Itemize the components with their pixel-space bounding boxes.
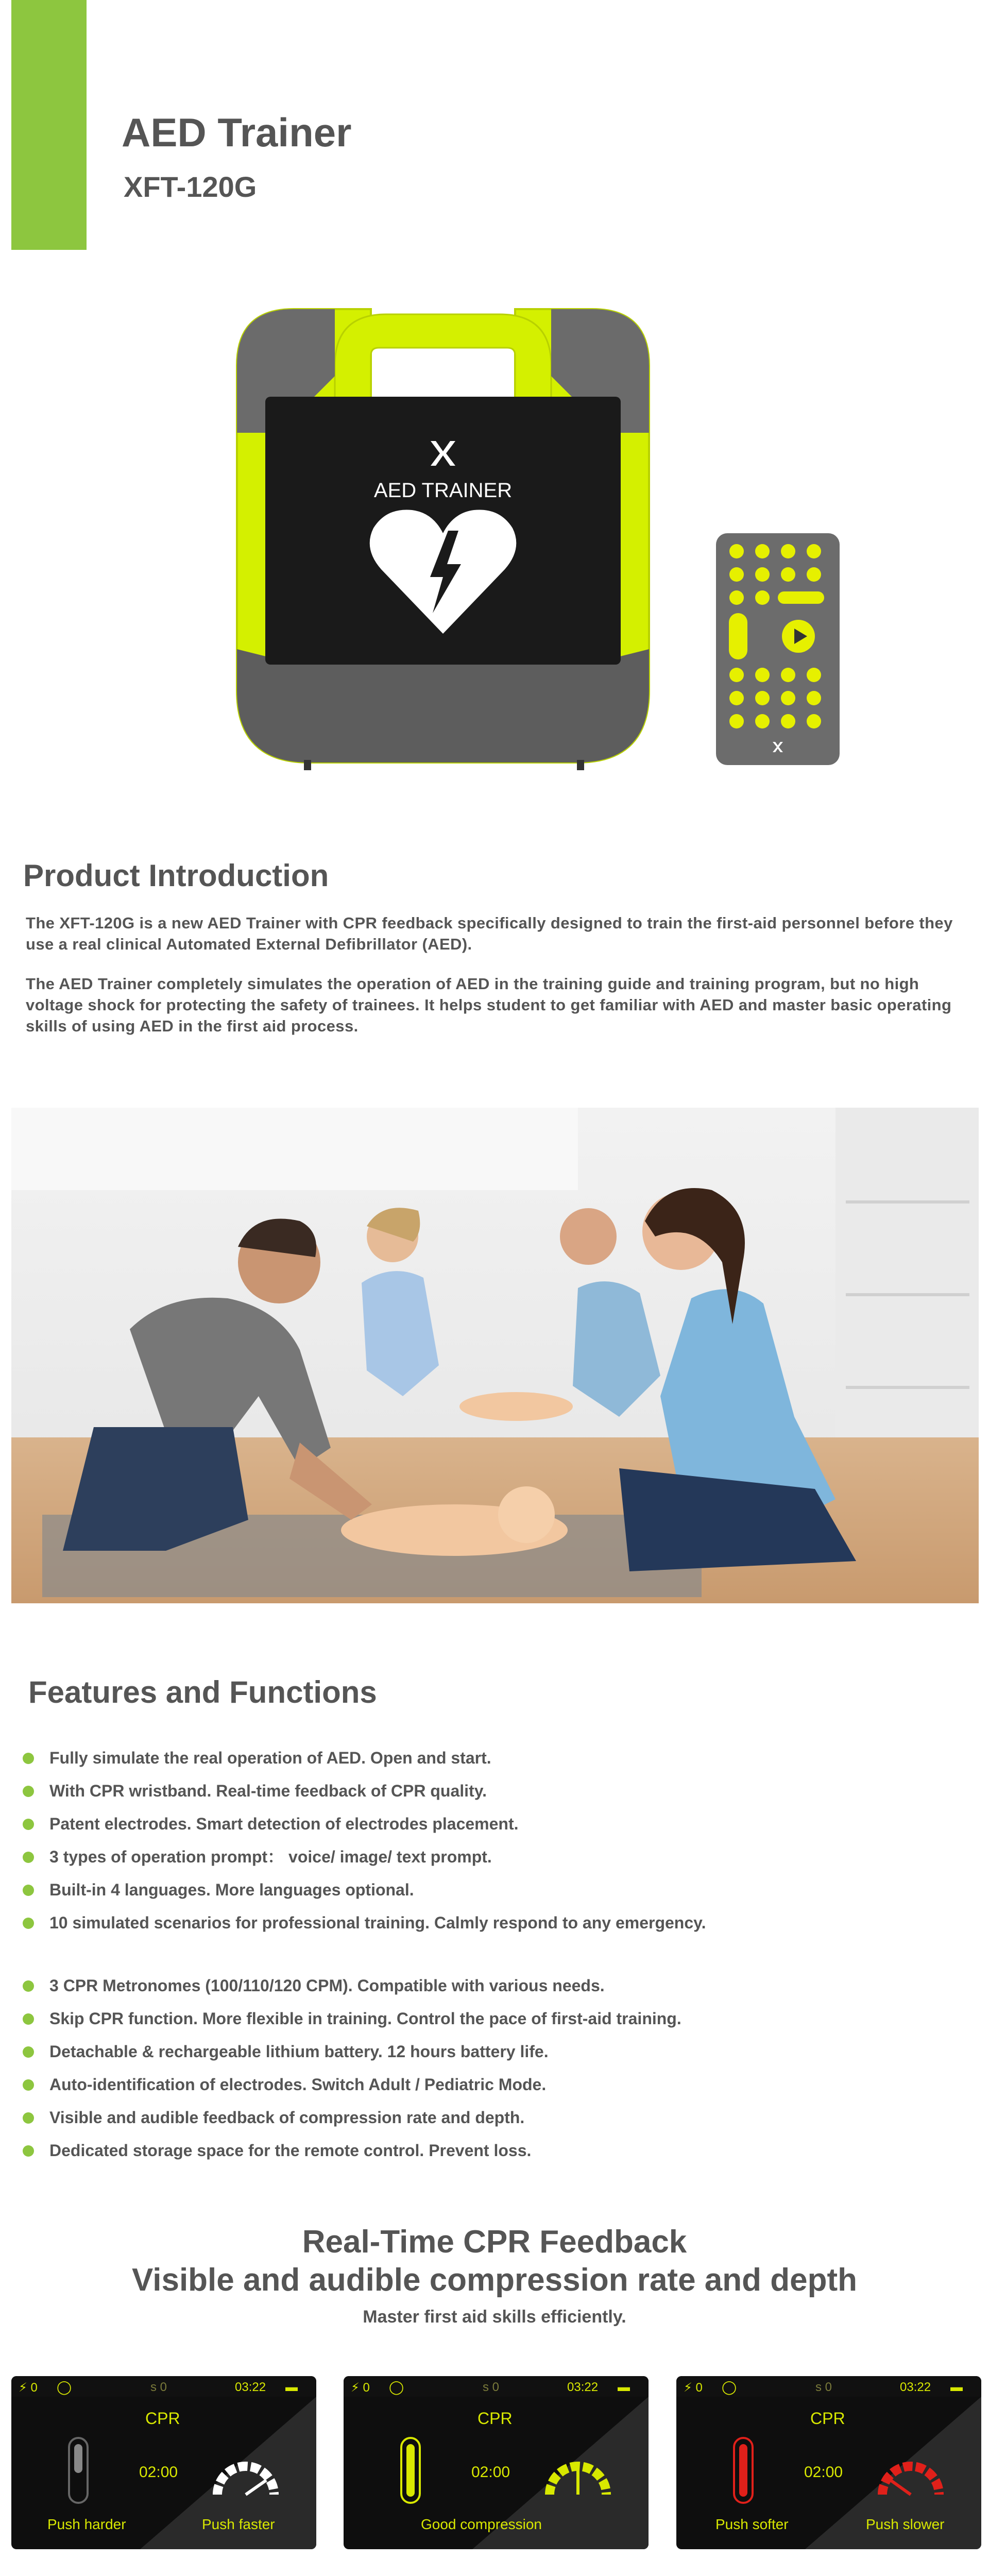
depth-bar bbox=[400, 2437, 421, 2504]
timer-icon: ◯ bbox=[57, 2379, 72, 2395]
bullet-dot bbox=[23, 1819, 34, 1830]
cpr-training-photo bbox=[11, 1108, 979, 1603]
bullet-dot bbox=[23, 1885, 34, 1896]
list-item: 3 types of operation prompt： voice/ image/ text prompt. bbox=[21, 1840, 948, 1873]
feedback-left-text: Push harder bbox=[47, 2516, 126, 2532]
status-shock-count: s 0 bbox=[150, 2380, 167, 2394]
list-item: 3 CPR Metronomes (100/110/120 CPM). Compatible with various needs. bbox=[21, 1969, 948, 2002]
list-item: Skip CPR function. More flexible in training. Control the pace of first-aid training. bbox=[21, 2002, 948, 2035]
status-counter: ⚡ 0 bbox=[684, 2381, 703, 2395]
rate-gauge bbox=[542, 2448, 614, 2500]
list-item: Detachable & rechargeable lithium battery. 12 hours battery life. bbox=[21, 2035, 948, 2068]
timer-icon: ◯ bbox=[389, 2379, 404, 2395]
bullet-dot bbox=[23, 2079, 34, 2091]
bullet-dot bbox=[23, 2112, 34, 2124]
cpr-screen-push-softer bbox=[676, 2376, 981, 2549]
screen-timer: 02:00 bbox=[139, 2464, 178, 2481]
screen-label: CPR bbox=[145, 2409, 180, 2428]
depth-bar-fill bbox=[406, 2444, 415, 2497]
screen-timer: 02:00 bbox=[804, 2464, 843, 2481]
list-item: Built-in 4 languages. More languages optional. bbox=[21, 1873, 948, 1906]
feedback-right-text: Push slower bbox=[866, 2516, 945, 2532]
screen-label: CPR bbox=[810, 2409, 845, 2428]
features-list bbox=[21, 1741, 948, 2167]
battery-icon: ▬ bbox=[950, 2380, 963, 2394]
intro-paragraph-1: The XFT-120G is a new AED Trainer with CPR feedback specifically designed to train the first-aid personnel before they use a real clinical Automated External Defibrillator (AED). bbox=[26, 914, 953, 953]
aed-trainer-device bbox=[216, 299, 670, 773]
cpr-subtitle: Master first aid skills efficiently. bbox=[363, 2307, 626, 2327]
status-time: 03:22 bbox=[900, 2380, 931, 2394]
remote-control bbox=[713, 531, 842, 768]
feedback-left-text: Push softer bbox=[715, 2516, 789, 2532]
status-shock-count: s 0 bbox=[815, 2380, 832, 2394]
screen-label: CPR bbox=[478, 2409, 513, 2428]
cpr-screen-good-compression bbox=[344, 2376, 649, 2549]
intro-paragraph-2: The AED Trainer completely simulates the operation of AED in the training guide and training program, but no high voltage shock for protecting the safety of trainees. It helps student to get familiar with AED and master basic operating skills of using AED in the first aid process. bbox=[26, 975, 952, 1035]
timer-icon: ◯ bbox=[722, 2379, 737, 2395]
cpr-title-line1: Real-Time CPR Feedback bbox=[302, 2224, 687, 2260]
list-item: With CPR wristband. Real-time feedback of CPR quality. bbox=[21, 1774, 948, 1807]
list-item: Dedicated storage space for the remote control. Prevent loss. bbox=[21, 2134, 948, 2167]
depth-bar-fill bbox=[74, 2444, 82, 2473]
section-title-intro: Product Introduction bbox=[23, 858, 329, 893]
battery-icon: ▬ bbox=[285, 2380, 298, 2394]
feedback-left-text: Good compression bbox=[421, 2516, 542, 2532]
accent-bar bbox=[11, 0, 87, 250]
screen-timer: 02:00 bbox=[471, 2464, 510, 2481]
list-item: Patent electrodes. Smart detection of electrodes placement. bbox=[21, 1807, 948, 1840]
feedback-right-text: Push faster bbox=[202, 2516, 275, 2532]
bullet-dot bbox=[23, 2013, 34, 2025]
rate-gauge bbox=[875, 2448, 947, 2500]
status-time: 03:22 bbox=[235, 2380, 266, 2394]
bullet-dot bbox=[23, 1852, 34, 1863]
status-time: 03:22 bbox=[567, 2380, 599, 2394]
status-shock-count: s 0 bbox=[483, 2380, 500, 2394]
bullet-dot bbox=[23, 2046, 34, 2058]
battery-icon: ▬ bbox=[618, 2380, 630, 2394]
bullet-dot bbox=[23, 1786, 34, 1797]
page-title: AED Trainer bbox=[122, 110, 352, 155]
device-screen-text: AED TRAINER bbox=[373, 479, 513, 502]
bullet-dot bbox=[23, 1980, 34, 1992]
status-counter: ⚡ 0 bbox=[19, 2381, 38, 2395]
bullet-dot bbox=[23, 1918, 34, 1929]
list-item: Fully simulate the real operation of AED. Open and start. bbox=[21, 1741, 948, 1774]
status-counter: ⚡ 0 bbox=[351, 2381, 370, 2395]
list-item: 10 simulated scenarios for professional training. Calmly respond to any emergency. bbox=[21, 1906, 948, 1939]
cpr-title-line2: Visible and audible compression rate and depth bbox=[132, 2262, 857, 2298]
depth-bar bbox=[733, 2437, 754, 2504]
depth-bar-fill bbox=[739, 2444, 747, 2497]
depth-bar bbox=[68, 2437, 89, 2504]
list-item: Auto-identification of electrodes. Switch Adult / Pediatric Mode. bbox=[21, 2068, 948, 2101]
section-title-features: Features and Functions bbox=[28, 1675, 377, 1709]
list-item: Visible and audible feedback of compression rate and depth. bbox=[21, 2101, 948, 2134]
bullet-dot bbox=[23, 2145, 34, 2157]
model-number: XFT-120G bbox=[124, 171, 257, 203]
cpr-screen-push-harder bbox=[11, 2376, 316, 2549]
bullet-dot bbox=[23, 1753, 34, 1764]
rate-gauge bbox=[210, 2448, 282, 2500]
